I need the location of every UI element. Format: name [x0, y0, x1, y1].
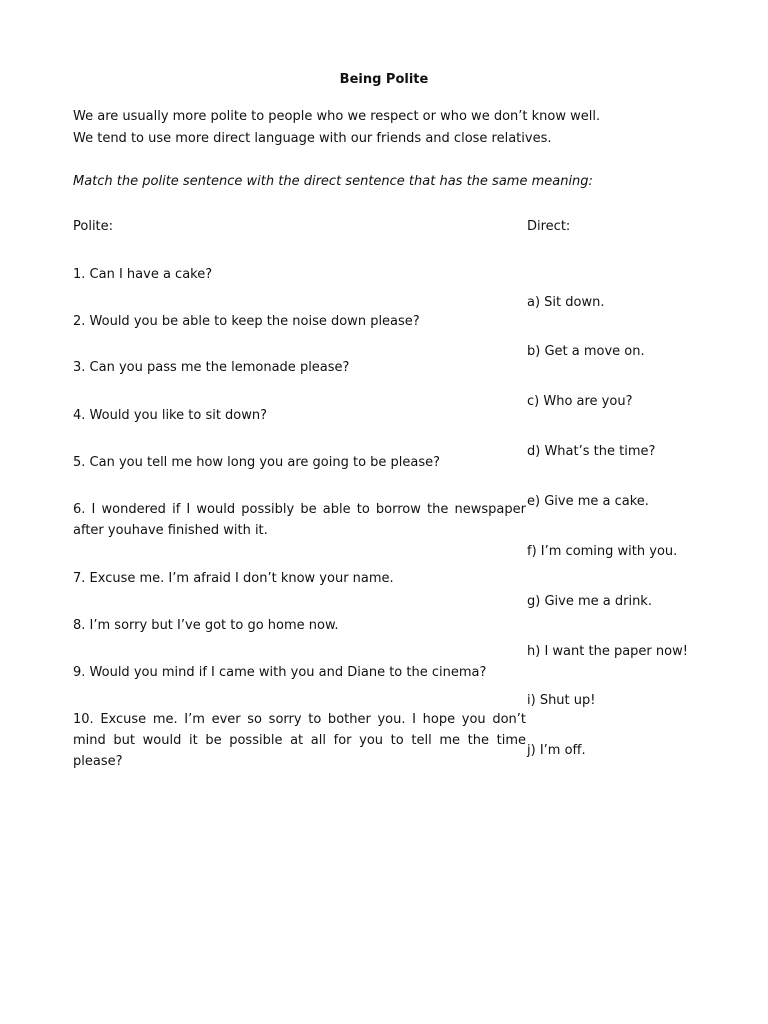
polite-item-7: 7. Excuse me. I’m afraid I don’t know your name. — [73, 571, 394, 586]
page-title: Being Polite — [339, 72, 429, 87]
polite-column-header: Polite: — [73, 219, 114, 234]
direct-item-b: b) Get a move on. — [527, 344, 645, 359]
direct-item-i: i) Shut up! — [527, 693, 596, 708]
intro-line-1: We are usually more polite to people who we respect or who we don’t know well. — [73, 109, 601, 124]
polite-item-3: 3. Can you pass me the lemonade please? — [73, 360, 350, 375]
polite-item-6: 6. I wondered if I would possibly be able to borrow the newspaper after youhave finished with it. — [73, 502, 526, 538]
polite-item-9: 9. Would you mind if I came with you and Diane to the cinema? — [73, 665, 487, 680]
direct-column-header: Direct: — [527, 219, 571, 234]
polite-item-4: 4. Would you like to sit down? — [73, 408, 268, 423]
direct-item-a: a) Sit down. — [527, 295, 605, 310]
intro-line-2: We tend to use more direct language with our friends and close relatives. — [73, 131, 552, 146]
direct-item-j: j) I’m off. — [527, 743, 586, 758]
instruction: Match the polite sentence with the direct sentence that has the same meaning: — [73, 174, 593, 189]
direct-item-f: f) I’m coming with you. — [527, 544, 678, 559]
polite-item-2: 2. Would you be able to keep the noise down please? — [73, 314, 420, 329]
polite-item-8: 8. I’m sorry but I’ve got to go home now. — [73, 618, 339, 633]
polite-item-10: 10. Excuse me. I’m ever so sorry to bother you. I hope you don’t mind but would it be possible at all for you to tell me the time please? — [73, 712, 526, 769]
direct-item-g: g) Give me a drink. — [527, 594, 652, 609]
direct-item-d: d) What’s the time? — [527, 444, 656, 459]
direct-item-c: c) Who are you? — [527, 394, 633, 409]
direct-item-e: e) Give me a cake. — [527, 494, 649, 509]
polite-item-1: 1. Can I have a cake? — [73, 267, 213, 282]
direct-item-h: h) I want the paper now! — [527, 644, 688, 659]
polite-item-5: 5. Can you tell me how long you are going to be please? — [73, 455, 441, 470]
